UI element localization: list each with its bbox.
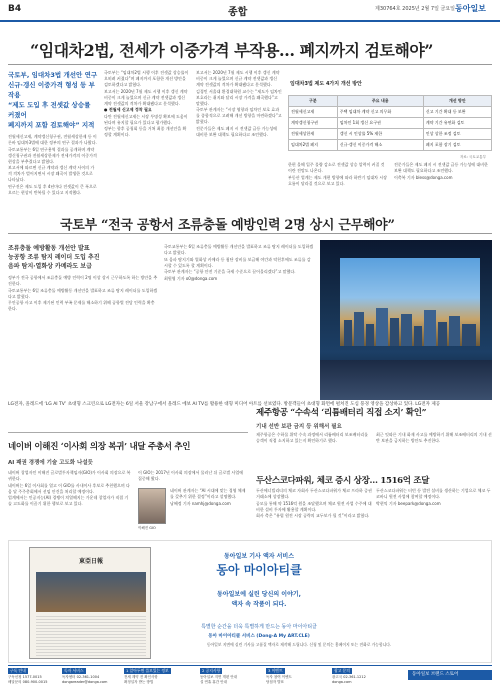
article1-lead-line: 폐지까지 포함 검토해야” 지적 [8, 121, 95, 129]
article4-paragraph: 최근 잇따른 기내 화재 사고를 예방하기 위해 보조배터리의 기내 선반 보관을 금지하는 방안도 추진한다. [376, 432, 492, 443]
table-cell: 전월세상한제 [289, 129, 338, 140]
article2-headline: 국토부 “전국 공항서 조류충돌 예방인력 2명 상시 근무해야” [60, 218, 395, 233]
footer-line: donga.com [332, 679, 352, 684]
section-divider [8, 432, 248, 433]
article3-paragraph: 네이버 관계자는 “AI 시대에 맞는 경영 체제를 갖추기 위한 결정”이라고 설명했다. [170, 488, 246, 499]
article4-headline: 제주항공 “수속석 ‘리튬배터리 직접 소지’ 확인” [256, 408, 427, 418]
footer-box [62, 668, 118, 690]
footer-box-title: 광고 문의 [334, 668, 350, 673]
article1-column-3 [196, 70, 282, 210]
page-number: B4 [8, 4, 22, 14]
footer-line: 당첨자 발표 [266, 679, 285, 684]
article4-paragraph: 제주항공은 수하물 위탁 수속 과정에서 리튬배터리 보조배터리를 승객이 직접 소지하고 있는지 확인하기로 했다. [256, 432, 368, 443]
article3-byline: 남혜정 기자 namhj@donga.com [170, 500, 231, 506]
article5-paragraph: 회사 측은 “유럽 원전 시장 공략의 교두보가 될 것”이라고 밝혔다. [256, 513, 370, 518]
article1-subhead: ● 전월세 신고제 정착 필요 [104, 107, 152, 112]
article1-paragraph: 전월세신고제, 계약갱신청구권, 전월세상한제 등 이른바 임대차3법에 대한 정부의 연구 결과가 나왔다. [8, 134, 97, 145]
table-cell: 임차인 1회 갱신 요구권 [337, 118, 423, 129]
footer-box [124, 668, 194, 690]
article4-column-1 [256, 432, 372, 470]
article1-column-4 [288, 162, 388, 210]
framed-article-image [29, 547, 151, 659]
footer-box [200, 668, 260, 690]
article1-paragraph: 국토부 관계자는 “시장 영향과 임차인 보호 효과를 종합적으로 고려해 개선 방향을 마련하겠다”고 밝혔다. [196, 107, 282, 124]
article1-paragraph: 전문가들은 제도 폐지 시 전셋값 급등 가능성에 대비한 보완 대책도 필요하다고 조언했다. [394, 162, 488, 173]
ad-book-photo [36, 572, 146, 612]
article1-paragraph: 연구진은 제도 도입 후 4년마다 전셋값이 큰 폭으로 오르는 현상이 반복될 수 있다고 지적했다. [8, 183, 97, 195]
article1-paragraph: 보고서에 따르면 신규 계약과 갱신 계약 사이의 가격 격차가 벌어지면서 시장 왜곡이 발생한 것으로 나타났다. [8, 165, 95, 182]
article2-paragraph: 국토교통부는 6일 조류충돌 예방활동 개선안을 발표하고 조류 탐지 레이더를 도입하겠다고 밝혔다. [8, 287, 158, 299]
table-header: 구분 [289, 96, 338, 107]
footer-box-title: 독자 서비스 [64, 668, 84, 673]
footer-line: dongareader@donga.com [62, 679, 108, 684]
section-name: 종합 [228, 7, 248, 18]
article3-paragraph: 네이버는 6일 이사회를 열고 이 GIO를 사내이사 후보로 추천했으며 다음 달 주주총회에서 선임 안건을 처리할 예정이다. [8, 482, 130, 494]
table-header: 개선 방안 [423, 96, 491, 107]
table-title: 임대차3법 제도 4가지 개선 방안 [290, 81, 362, 87]
article3-paragraph: 네이버 창업자인 이해진 글로벌투자책임자(GIO)가 이사회 의장으로 복귀한다. [8, 470, 131, 481]
portrait-caption: 이해진 GIO [138, 526, 156, 530]
table-cell: 폐지 포함 장기 검토 [423, 140, 491, 151]
footer-line: 독자 참여 이벤트 [266, 675, 292, 679]
article1-headline: “임대차2법, 전세가 이중가격 부작용… 폐지까지 검토해야” [30, 41, 433, 60]
article1-column-5 [394, 162, 492, 210]
footer-line: 독자센터 02-361-1004 [62, 675, 100, 679]
article3-subhead: AI 패권 경쟁에 기술 고도화 나설듯 [8, 460, 93, 466]
headline-divider [8, 233, 492, 234]
headline-divider [8, 64, 492, 65]
article5-column-1 [256, 488, 372, 536]
article2-column-1 [8, 275, 158, 400]
article1-paragraph: 보고서는 2020년 7월 제도 시행 이후 갱신 계약 비중이 크게 늘었으며 신규 계약 전셋값과 갱신 계약 전셋값의 격차가 확대됐다고 분석했다. [104, 88, 188, 106]
article2-paragraph: 국토교통부는 6일 조류충돌 예방활동 개선안을 발표하고 조류 탐지 레이더를 도입하겠다고 밝혔다. [164, 244, 314, 255]
footer-line: 전세 계약 전 확인사항 [124, 675, 158, 679]
ad-tagline: 동아일보 기사 액자 서비스 [223, 553, 295, 560]
footer-box [8, 668, 56, 690]
policy-table [288, 95, 492, 151]
footer-line: 구독신청 1577-0015 [8, 675, 42, 679]
article3-headline: 네이버 이해진 ‘이사회 의장 복귀’ 내달 주총서 추인 [8, 442, 191, 452]
table-cell: 임대차2법 폐지 [289, 140, 338, 151]
article1-paragraph: 국토교통부는 6일 연구용역 결과를 공개하며 계약갱신청구권과 전월세상한제가 전세가격의 이중가격 현상을 부추겼다고 밝혔다. [8, 146, 97, 164]
article3-column-2 [138, 470, 248, 486]
article2-subhead: 조류충돌 예방활동 개선안 발표 능공항 조류 탐지 레이더 도입 추진 음파 탐지·열화상 카메라도 보급 [8, 245, 100, 270]
article3-column-1 [8, 470, 132, 536]
table-header-row [289, 96, 492, 107]
article5-paragraph: 두산에너빌리티의 체코 자회사 두산스코다파워가 체코 프라하 증권거래소에 상장했다. [256, 488, 372, 499]
article2-paragraph: 또 음파 탐지기와 열화상 카메라 등 첨단 장비를 보급해 야간과 악천후에도 조류를 감시할 수 있도록 할 계획이다. [164, 256, 311, 268]
article1-byline: 이축복 기자 bless@donga.com [394, 174, 453, 180]
article5-column-2 [376, 488, 492, 536]
ad-book-masthead: 東亞日報 [78, 558, 103, 565]
table-cell: 인상 상한 조정 검토 [423, 129, 491, 140]
footer-box-title: 구독 안내 [10, 668, 26, 673]
exhibition-floor [320, 360, 492, 400]
footer-box [332, 668, 402, 690]
article1-paragraph: 다만 전월세신고제는 시장 투명성 확보에 도움이 된다며 유지할 필요가 있다고 평가했다. [104, 113, 188, 125]
photo-caption: LG전자, 올레드에 ‘LG AI TV’ 초대형 스크린으로 LG전자는 6일 서울 강남구에서 올레드 에보 AI TV를 활용한 대형 미디어 아트를 선보였다. 방문객들이 초대형 화면에 펼쳐진 도심 풍경 영상을 감상하고 있다. LG전자 제공 [8, 402, 441, 407]
ad-copy-line: 액자 속 작품이 되다. [231, 601, 287, 608]
portrait-photo [138, 488, 166, 524]
table-source: 자료: 국토교통부 [460, 155, 486, 159]
footer-line: 설 연휴 휴간 안내 [200, 679, 228, 684]
issue-meta: 제30764호 2025년 2월 7일 금요일 [375, 6, 455, 12]
article1-column-1 [8, 70, 98, 210]
article2-paragraph: 무안공항 사고 이후 제기된 인력 부족 문제를 해소하기 위해 공항별 전담 인력을 확충한다. [8, 300, 155, 311]
article2-paragraph: 국토부 관계자는 “공항 안전 기준을 국제 수준으로 끌어올리겠다”고 말했다. [164, 269, 296, 274]
footer-line: 광고국 02-361-1212 [332, 675, 366, 679]
table-row [289, 129, 492, 140]
table-header: 주요 내용 [337, 96, 423, 107]
table-cell: 신규·갱신 이중가격 해소 [337, 140, 423, 151]
table-row [289, 107, 492, 118]
article5-headline: 두산스코다파워, 체코 증시 상장… 1516억 조달 [256, 476, 430, 486]
article1-paragraph: 김경민 서울대 환경대학원 교수는 “제도가 임차인 보호라는 취지와 달리 시장 가격을 왜곡했다”고 말했다. [196, 88, 282, 106]
article4-column-2 [376, 432, 492, 470]
ad-copy-line: 동아일보에 실린 당신의 이야기, [217, 591, 301, 598]
article1-lead-line: 신규·갱신 이중가격 형성 등 부작용 [8, 81, 95, 99]
table-cell: 계약 기간 유연화 검토 [423, 118, 491, 129]
ad-book-text [36, 616, 146, 656]
table-row [289, 118, 492, 129]
ad-service-name: 동아 마이아티클 서비스 (Dong-A My ART.CLE) [208, 634, 310, 639]
footer-box-title: 1 알아두면 쓸모있는 정보 [126, 668, 169, 673]
masthead [0, 0, 500, 22]
article1-paragraph: 한편 올해 입주 물량 감소로 전셋값 상승 압력이 커질 것이란 전망도 나온다. [288, 162, 385, 173]
article2-byline: 최원영 기자 o0@donga.com [164, 275, 218, 281]
footer-line: 동아일보 지면 개편 안내 [200, 675, 238, 679]
article1-column-2 [104, 70, 190, 210]
table-cell: 갱신 시 인상률 5% 제한 [337, 129, 423, 140]
article2-paragraph: 정부가 전국 공항에서 조류충돌 예방 인력이 2명 이상 상시 근무하도록 하는 방안을 추진한다. [8, 275, 158, 286]
article3-paragraph: 이 GIO는 2017년 이사회 의장에서 물러난 뒤 글로벌 사업에 집중해 왔다. [138, 470, 244, 481]
table-cell: 전월세신고제 [289, 107, 338, 118]
footer-bar [8, 665, 492, 691]
news-photo [320, 240, 492, 400]
footer-box [266, 668, 326, 690]
article5-paragraph: 두산스코다파워는 터빈 등 발전 설비를 생산하는 기업으로 체코 두코바니 원전 사업에 참여할 예정이다. [376, 488, 491, 499]
article1-paragraph: 보고서는 2020년 7월 제도 시행 이후 갱신 계약 비중이 크게 늘었으며 신규 계약 전셋값과 갱신 계약 전셋값의 격차가 확대됐다고 분석했다. [196, 70, 280, 87]
footer-line: 확정일자 받는 방법 [124, 679, 154, 684]
advertisement [8, 540, 492, 663]
article1-lead-line: “제도 도입 후 전셋값 상승률 커졌어 [8, 101, 91, 119]
article5-paragraph: 공모를 통해 약 1516억 원을 조달했으며 체코 원전 사업 수주에 대비한 설비 투자에 활용할 계획이다. [256, 500, 372, 512]
table-cell: 계약갱신청구권 [289, 118, 338, 129]
article3-paragraph: 업계에서는 인공지능(AI) 경쟁이 치열해지는 가운데 창업자가 직접 기술 고도화를 이끌기 위한 행보로 보고 있다. [8, 495, 129, 506]
article1-lead-line: 국토부, 임대차3법 개선안 연구 [8, 71, 98, 79]
table-cell: 주택 임대차 계약 신고 의무화 [337, 107, 423, 118]
table-cell: 신고 기간 확대 등 보완 [423, 107, 491, 118]
footer-box-title: 3 이벤트 [268, 668, 283, 673]
footer-line: 배달문의 080-900-0015 [8, 679, 48, 684]
article1-paragraph: 정부는 향후 공청회 등을 거쳐 최종 개선안을 확정할 계획이다. [104, 126, 187, 137]
article3-column-3 [170, 488, 248, 536]
article1-paragraph: 국토부는 “임대차2법 시행 이후 전셋값 상승률이 오히려 커졌다”며 폐지까지 포함한 개선 방안을 검토하겠다고 밝혔다. [104, 70, 189, 87]
skyline-graphic [340, 306, 480, 346]
article4-subhead: 기내 선반 보관 금지 등 위해서 필요 [256, 424, 342, 430]
article1-paragraph: 전문가들은 제도 폐지 시 전셋값 급등 가능성에 대비한 보완 대책도 필요하다고 조언했다. [196, 125, 278, 137]
ad-title: 동아 마이아티클 [216, 563, 302, 577]
ad-promo: 특별한 순간을 더욱 특별하게 만드는 동아 마이아티클 [201, 624, 317, 630]
brand-store-button[interactable]: 동아일보 브랜드 스토어 [408, 670, 492, 680]
newspaper-logo: 동아일보 [455, 4, 486, 13]
article5-byline: 박현익 기자 beepark@donga.com [376, 500, 441, 506]
ad-detail: 동아일보 지면에 실린 기사를 고품질 액자로 제작해 드립니다. 신청 및 문의는 홈페이지 또는 전화로 가능합니다. [206, 642, 392, 647]
table-row [289, 140, 492, 151]
footer-box-title: 2 공지사항 [202, 668, 221, 673]
article1-paragraph: 부동산 업계는 제도 개편 방향에 따라 하반기 임대차 시장 흐름이 달라질 것으로 보고 있다. [288, 174, 388, 186]
article2-column-2 [164, 244, 314, 400]
